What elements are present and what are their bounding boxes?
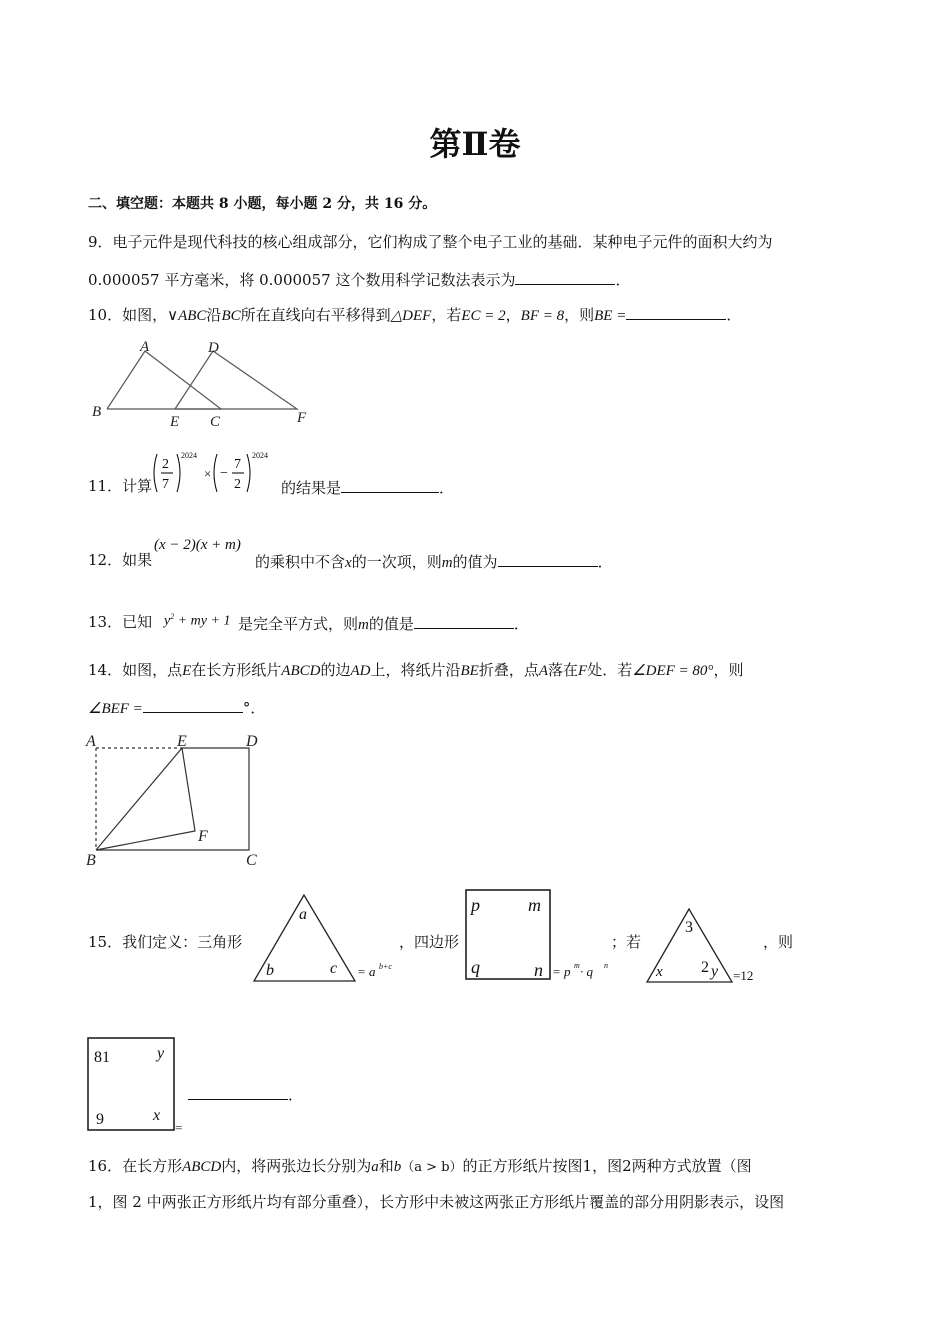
label-e: E xyxy=(177,733,187,750)
q13-t1: 是完全平方式，则 xyxy=(238,615,359,633)
q11-den1: 7 xyxy=(162,477,169,492)
tri2-3: 3 xyxy=(685,919,693,936)
q11-answer-blank[interactable] xyxy=(341,476,439,493)
label-f: F xyxy=(297,410,307,426)
q14-t6: 处．若 xyxy=(587,661,633,679)
q15-t2: ；若 xyxy=(611,933,642,951)
q10-ec: EC = 2 xyxy=(461,308,506,324)
q11-expression xyxy=(150,448,285,498)
triangle-abc xyxy=(107,351,221,409)
q10-comma: ， xyxy=(505,306,521,324)
label-a: A xyxy=(86,733,96,750)
q12-tail xyxy=(255,550,613,573)
q14-e: E xyxy=(182,663,192,679)
q14-t2: 的边 xyxy=(320,661,351,679)
label-c: C xyxy=(210,414,221,430)
q14-a: A xyxy=(538,663,548,679)
q13-num: 13．已知 xyxy=(88,613,153,631)
q11-num: 11．计算 xyxy=(88,477,153,495)
q14-t3: 上，将纸片沿 xyxy=(370,661,461,679)
label-a: A xyxy=(140,339,150,355)
q16-abcd: ABCD xyxy=(182,1159,222,1175)
q16-fig2: 2 xyxy=(622,1157,632,1175)
q11-num1: 2 xyxy=(162,457,169,472)
q15-t3: ，则 xyxy=(763,933,794,951)
q16-a: a xyxy=(371,1159,379,1175)
q9-line1: 9．电子元件是现代科技的核心组成部分，它们构成了整个电子工业的基础．某种电子元件的面积大约为 xyxy=(88,233,773,251)
quad2-x: x xyxy=(153,1107,161,1124)
q16-t1: 内，将两张边长分别为 xyxy=(221,1157,372,1175)
q11-tail xyxy=(281,476,454,498)
quad1-e1: m xyxy=(574,961,580,970)
q13-expr xyxy=(164,607,230,632)
q9-line2 xyxy=(88,268,630,290)
q10-text xyxy=(88,303,741,326)
page-title: 第Ⅱ卷 xyxy=(429,125,521,163)
q16-and: 和 xyxy=(378,1157,394,1175)
quad1-q: q xyxy=(471,957,480,977)
tri1-eq: = a xyxy=(357,964,376,979)
q11-exp1: 2024 xyxy=(181,451,197,460)
q12-x: x xyxy=(345,555,352,571)
q10-tri-symbol: ∨ xyxy=(167,306,179,324)
q10-t2: 所在直线向右平移得到 xyxy=(240,306,391,324)
label-d: D xyxy=(208,340,219,356)
q16-paren: （a > b） xyxy=(401,1160,463,1175)
quad2-eq: = xyxy=(175,1120,183,1135)
q12-t3: 的值为 xyxy=(452,553,498,571)
q15-given-triangle xyxy=(644,906,770,984)
q9-answer-blank[interactable] xyxy=(515,268,615,285)
q12-t1: 的乘积中不含 xyxy=(255,553,346,571)
label-d: D xyxy=(246,733,258,750)
q11-end: ． xyxy=(439,479,455,497)
q10-end: ． xyxy=(726,306,742,324)
q16-t3: ，图 xyxy=(592,1157,623,1175)
q16-t2: 的正方形纸片按图 xyxy=(462,1157,583,1175)
q13-expr-rest: + my + 1 xyxy=(174,613,231,629)
q12-expr: (x − 2)(x + m) xyxy=(154,537,241,553)
q11-minus: − xyxy=(220,466,228,481)
quad2-81: 81 xyxy=(94,1049,110,1066)
q15-question-quad xyxy=(86,1036,192,1136)
q10-bf: BF = 8 xyxy=(520,308,565,324)
quad2-y: y xyxy=(157,1045,165,1062)
tri2-x: x xyxy=(656,964,663,980)
q12-num: 12．如果 xyxy=(88,551,153,569)
q15-end: ． xyxy=(288,1086,304,1104)
tri2-2: 2 xyxy=(701,959,709,976)
q11-den2: 2 xyxy=(234,477,241,492)
fold-line-be xyxy=(96,748,182,850)
quad1-eq: = p xyxy=(552,964,571,979)
q14-line2 xyxy=(88,696,265,719)
tri2-y: y xyxy=(711,963,719,980)
q14-fold-figure xyxy=(82,728,272,873)
q15-definition-quad xyxy=(464,888,624,984)
q12-end: ． xyxy=(597,553,613,571)
q14-t7: ，则 xyxy=(713,661,744,679)
q15-definition-triangle xyxy=(252,892,402,984)
q13-expr-exp: 2 xyxy=(170,612,175,621)
q16-fig1: 1 xyxy=(582,1157,593,1175)
q14-t4: 折叠，点 xyxy=(478,661,539,679)
q14-t1: 在长方形纸片 xyxy=(191,661,282,679)
quad1-n: n xyxy=(534,960,543,980)
q16-line1 xyxy=(88,1156,752,1178)
q14-num: 14．如图，点 xyxy=(88,661,183,679)
q14-abcd: ABCD xyxy=(281,663,321,679)
q15-t1: ，四边形 xyxy=(399,933,460,951)
q10-abc: ABC xyxy=(178,308,207,324)
tri2-eq: =12 xyxy=(733,968,754,983)
q9-line2-text: 0.000057 平方毫米，将 0.000057 这个数用科学记数法表示为 xyxy=(88,271,516,289)
tri1-b: b xyxy=(266,962,274,979)
q15-num: 15．我们定义：三角形 xyxy=(88,933,243,951)
q11-t: 的结果是 xyxy=(281,479,342,497)
label-e: E xyxy=(170,414,180,430)
quad1-p: p xyxy=(471,895,480,915)
q14-line1 xyxy=(88,660,743,681)
q10-translation-figure xyxy=(88,336,318,432)
label-b: B xyxy=(92,404,102,420)
q12-m: m xyxy=(441,555,453,571)
label-f: F xyxy=(198,828,208,845)
q14-answer-blank[interactable] xyxy=(143,696,243,713)
q13-t2: 的值是 xyxy=(368,615,414,633)
q16-num: 16．在长方形 xyxy=(88,1157,183,1175)
tri1-a: a xyxy=(299,906,307,923)
q10-answer-blank[interactable] xyxy=(626,303,726,320)
q9-end: ． xyxy=(615,271,631,289)
q16-b: b xyxy=(393,1159,402,1175)
q10-t3: ，若 xyxy=(431,306,462,324)
q16-line2: 1，图 2 中两张正方形纸片均有部分重叠），长方形中未被这两张正方形纸片覆盖的部分用阴影表示，设图 xyxy=(88,1193,785,1211)
q11-exp2: 2024 xyxy=(252,451,268,460)
q12-answer-blank[interactable] xyxy=(498,550,598,567)
q10-be: BE = xyxy=(594,308,627,324)
quad1-m: m xyxy=(528,895,541,915)
q10-t4: ，则 xyxy=(564,306,595,324)
q15-answer xyxy=(188,1083,303,1105)
q13-expr-base: y xyxy=(164,613,171,629)
q10-def: △DEF xyxy=(390,308,432,324)
q10-t1: 沿 xyxy=(206,306,222,324)
rectangle-edges xyxy=(96,748,249,850)
q14-angle-def: ∠DEF = 80° xyxy=(632,663,714,679)
q14-t5: 落在 xyxy=(548,661,579,679)
q14-end: °． xyxy=(242,699,266,717)
label-b: B xyxy=(86,852,96,869)
quad1-dot: · q xyxy=(580,964,593,979)
tri1-c: c xyxy=(330,960,338,977)
q14-angle-bef: ∠BEF = xyxy=(88,701,143,717)
tri1-exp: b+c xyxy=(379,962,392,971)
q13-m: m xyxy=(358,617,369,633)
q16-t4: 两种方式放置（图 xyxy=(631,1157,752,1175)
quad2-9: 9 xyxy=(96,1111,104,1128)
q11-times: × xyxy=(204,466,212,481)
q12-t2: 的一次项，则 xyxy=(351,553,442,571)
label-c: C xyxy=(246,852,257,869)
q14-ad: AD xyxy=(350,663,371,679)
quad1-e2: n xyxy=(604,961,608,970)
folded-edges xyxy=(96,748,195,850)
q15-answer-blank[interactable] xyxy=(188,1083,288,1100)
q11-num2: 7 xyxy=(234,457,241,472)
q10-bc: BC xyxy=(221,308,241,324)
q13-answer-blank[interactable] xyxy=(414,612,514,629)
section-heading: 二、填空题：本题共 8 小题，每小题 2 分，共 16 分。 xyxy=(88,196,437,212)
q14-f: F xyxy=(578,663,588,679)
q13-end: ． xyxy=(513,615,529,633)
triangle-def xyxy=(175,351,297,409)
q13-tail xyxy=(238,612,529,635)
q10-num: 10．如图， xyxy=(88,306,168,324)
q14-be: BE xyxy=(460,663,479,679)
